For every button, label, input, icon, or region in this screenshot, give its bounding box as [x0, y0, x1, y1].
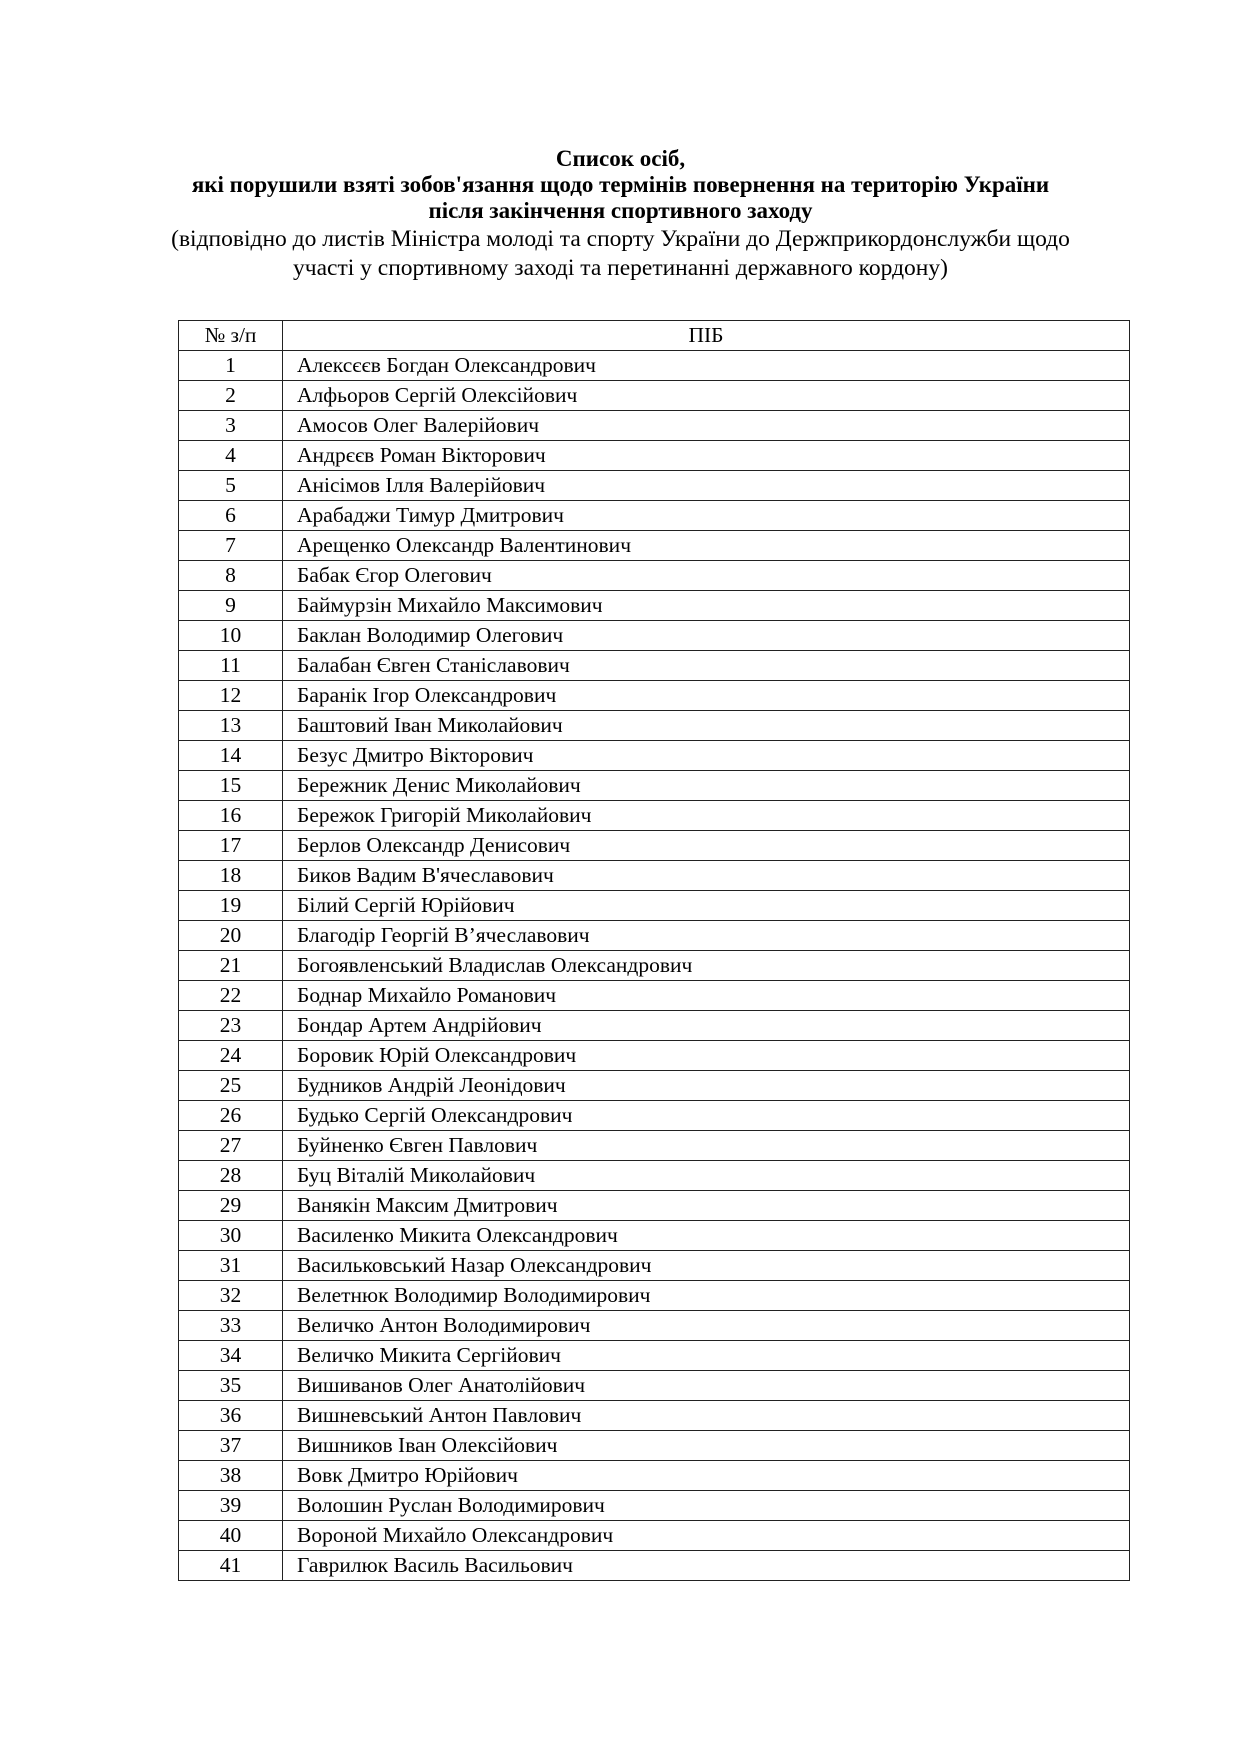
row-number: 33 — [179, 1311, 283, 1341]
row-full-name: Балабан Євген Станіславович — [283, 651, 1130, 681]
row-full-name: Бережник Денис Миколайович — [283, 771, 1130, 801]
row-full-name: Баштовий Іван Миколайович — [283, 711, 1130, 741]
row-number: 16 — [179, 801, 283, 831]
row-full-name: Арабаджи Тимур Дмитрович — [283, 501, 1130, 531]
row-full-name: Буц Віталій Миколайович — [283, 1161, 1130, 1191]
table-row — [179, 711, 1130, 741]
row-number: 38 — [179, 1461, 283, 1491]
row-full-name: Алексєєв Богдан Олександрович — [283, 351, 1130, 381]
row-number: 28 — [179, 1161, 283, 1191]
row-number: 8 — [179, 561, 283, 591]
table-row — [179, 501, 1130, 531]
table-row — [179, 531, 1130, 561]
row-number: 4 — [179, 441, 283, 471]
row-full-name: Вишников Іван Олексійович — [283, 1431, 1130, 1461]
table-row — [179, 801, 1130, 831]
row-number: 26 — [179, 1101, 283, 1131]
row-number: 22 — [179, 981, 283, 1011]
row-full-name: Буйненко Євген Павлович — [283, 1131, 1130, 1161]
row-number: 9 — [179, 591, 283, 621]
row-full-name: Берлов Олександр Денисович — [283, 831, 1130, 861]
row-number: 41 — [179, 1551, 283, 1581]
table-row — [179, 1191, 1130, 1221]
row-number: 40 — [179, 1521, 283, 1551]
table-row — [179, 621, 1130, 651]
table-row — [179, 681, 1130, 711]
row-full-name: Волошин Руслан Володимирович — [283, 1491, 1130, 1521]
row-full-name: Величко Антон Володимирович — [283, 1311, 1130, 1341]
row-full-name: Баранік Ігор Олександрович — [283, 681, 1130, 711]
row-full-name: Вовк Дмитро Юрійович — [283, 1461, 1130, 1491]
row-full-name: Величко Микита Сергійович — [283, 1341, 1130, 1371]
row-full-name: Баймурзін Михайло Максимович — [283, 591, 1130, 621]
row-number: 39 — [179, 1491, 283, 1521]
row-number: 19 — [179, 891, 283, 921]
table-row — [179, 1521, 1130, 1551]
table-row — [179, 1131, 1130, 1161]
table-row — [179, 921, 1130, 951]
row-full-name: Андрєєв Роман Вікторович — [283, 441, 1130, 471]
row-number: 21 — [179, 951, 283, 981]
heading-title: Список осіб, — [555, 146, 686, 171]
row-full-name: Будников Андрій Леонідович — [283, 1071, 1130, 1101]
row-number: 35 — [179, 1371, 283, 1401]
row-number: 7 — [179, 531, 283, 561]
row-full-name: Велетнюк Володимир Володимирович — [283, 1281, 1130, 1311]
row-full-name: Васильковський Назар Олександрович — [283, 1251, 1130, 1281]
row-full-name: Ванякін Максим Дмитрович — [283, 1191, 1130, 1221]
table-row — [179, 441, 1130, 471]
row-number: 14 — [179, 741, 283, 771]
row-number: 13 — [179, 711, 283, 741]
table-row — [179, 1251, 1130, 1281]
row-full-name: Вишневський Антон Павлович — [283, 1401, 1130, 1431]
row-number: 17 — [179, 831, 283, 861]
row-full-name: Анісімов Ілля Валерійович — [283, 471, 1130, 501]
row-full-name: Богоявленський Владислав Олександрович — [283, 951, 1130, 981]
heading-note-line-1: (відповідно до листів Міністра молоді та спорту України до Держприкордонслужби щодо — [171, 226, 1070, 252]
row-number: 20 — [179, 921, 283, 951]
row-number: 12 — [179, 681, 283, 711]
table-row — [179, 351, 1130, 381]
row-number: 10 — [179, 621, 283, 651]
row-number: 18 — [179, 861, 283, 891]
table-row — [179, 981, 1130, 1011]
row-number: 1 — [179, 351, 283, 381]
table-row — [179, 1011, 1130, 1041]
row-full-name: Алфьоров Сергій Олексійович — [283, 381, 1130, 411]
table-row — [179, 1551, 1130, 1581]
table-row — [179, 1371, 1130, 1401]
row-number: 36 — [179, 1401, 283, 1431]
row-number: 25 — [179, 1071, 283, 1101]
table-row — [179, 1491, 1130, 1521]
row-number: 23 — [179, 1011, 283, 1041]
table-row — [179, 741, 1130, 771]
row-number: 15 — [179, 771, 283, 801]
row-number: 3 — [179, 411, 283, 441]
row-full-name: Боднар Михайло Романович — [283, 981, 1130, 1011]
row-full-name: Благодір Георгій В’ячеславович — [283, 921, 1130, 951]
table-row — [179, 561, 1130, 591]
row-number: 24 — [179, 1041, 283, 1071]
column-header-number: № з/п — [179, 321, 283, 351]
row-number: 11 — [179, 651, 283, 681]
table-row — [179, 1161, 1130, 1191]
table-row — [179, 1341, 1130, 1371]
column-header-name: ПІБ — [283, 321, 1130, 351]
table-row — [179, 1041, 1130, 1071]
row-full-name: Вишиванов Олег Анатолійович — [283, 1371, 1130, 1401]
row-number: 27 — [179, 1131, 283, 1161]
table-body — [179, 351, 1130, 1581]
heading-note-line-2: участі у спортивному заході та перетинанні державного кордону) — [293, 255, 948, 281]
table-row — [179, 951, 1130, 981]
row-full-name: Білий Сергій Юрійович — [283, 891, 1130, 921]
row-full-name: Будько Сергій Олександрович — [283, 1101, 1130, 1131]
row-full-name: Василенко Микита Олександрович — [283, 1221, 1130, 1251]
row-number: 30 — [179, 1221, 283, 1251]
table-row — [179, 381, 1130, 411]
table-row — [179, 471, 1130, 501]
document-heading — [0, 146, 1241, 283]
row-full-name: Бережок Григорій Миколайович — [283, 801, 1130, 831]
row-number: 32 — [179, 1281, 283, 1311]
row-full-name: Безус Дмитро Вікторович — [283, 741, 1130, 771]
heading-subtitle-line-2: після закінчення спортивного заходу — [428, 198, 813, 223]
row-number: 29 — [179, 1191, 283, 1221]
table-row — [179, 831, 1130, 861]
table-row — [179, 1431, 1130, 1461]
table-row — [179, 861, 1130, 891]
table-row — [179, 891, 1130, 921]
table-row — [179, 651, 1130, 681]
table-row — [179, 1281, 1130, 1311]
row-full-name: Бондар Артем Андрійович — [283, 1011, 1130, 1041]
row-full-name: Бабак Єгор Олегович — [283, 561, 1130, 591]
row-full-name: Гаврилюк Василь Васильович — [283, 1551, 1130, 1581]
row-full-name: Боровик Юрій Олександрович — [283, 1041, 1130, 1071]
row-full-name: Арещенко Олександр Валентинович — [283, 531, 1130, 561]
row-full-name: Баклан Володимир Олегович — [283, 621, 1130, 651]
row-full-name: Вороной Михайло Олександрович — [283, 1521, 1130, 1551]
row-number: 31 — [179, 1251, 283, 1281]
row-number: 34 — [179, 1341, 283, 1371]
table-row — [179, 1401, 1130, 1431]
row-number: 5 — [179, 471, 283, 501]
table-row — [179, 1311, 1130, 1341]
table-row — [179, 1101, 1130, 1131]
table-row — [179, 771, 1130, 801]
heading-subtitle-line-1: які порушили взяті зобов'язання щодо термінів повернення на територію України — [191, 172, 1050, 197]
row-number: 2 — [179, 381, 283, 411]
row-number: 6 — [179, 501, 283, 531]
table-row — [179, 591, 1130, 621]
persons-table — [178, 320, 1130, 1581]
row-full-name: Биков Вадим В'ячеславович — [283, 861, 1130, 891]
row-number: 37 — [179, 1431, 283, 1461]
table-row — [179, 411, 1130, 441]
table-header-row — [179, 321, 1130, 351]
row-full-name: Амосов Олег Валерійович — [283, 411, 1130, 441]
table-row — [179, 1071, 1130, 1101]
table-row — [179, 1461, 1130, 1491]
table-row — [179, 1221, 1130, 1251]
